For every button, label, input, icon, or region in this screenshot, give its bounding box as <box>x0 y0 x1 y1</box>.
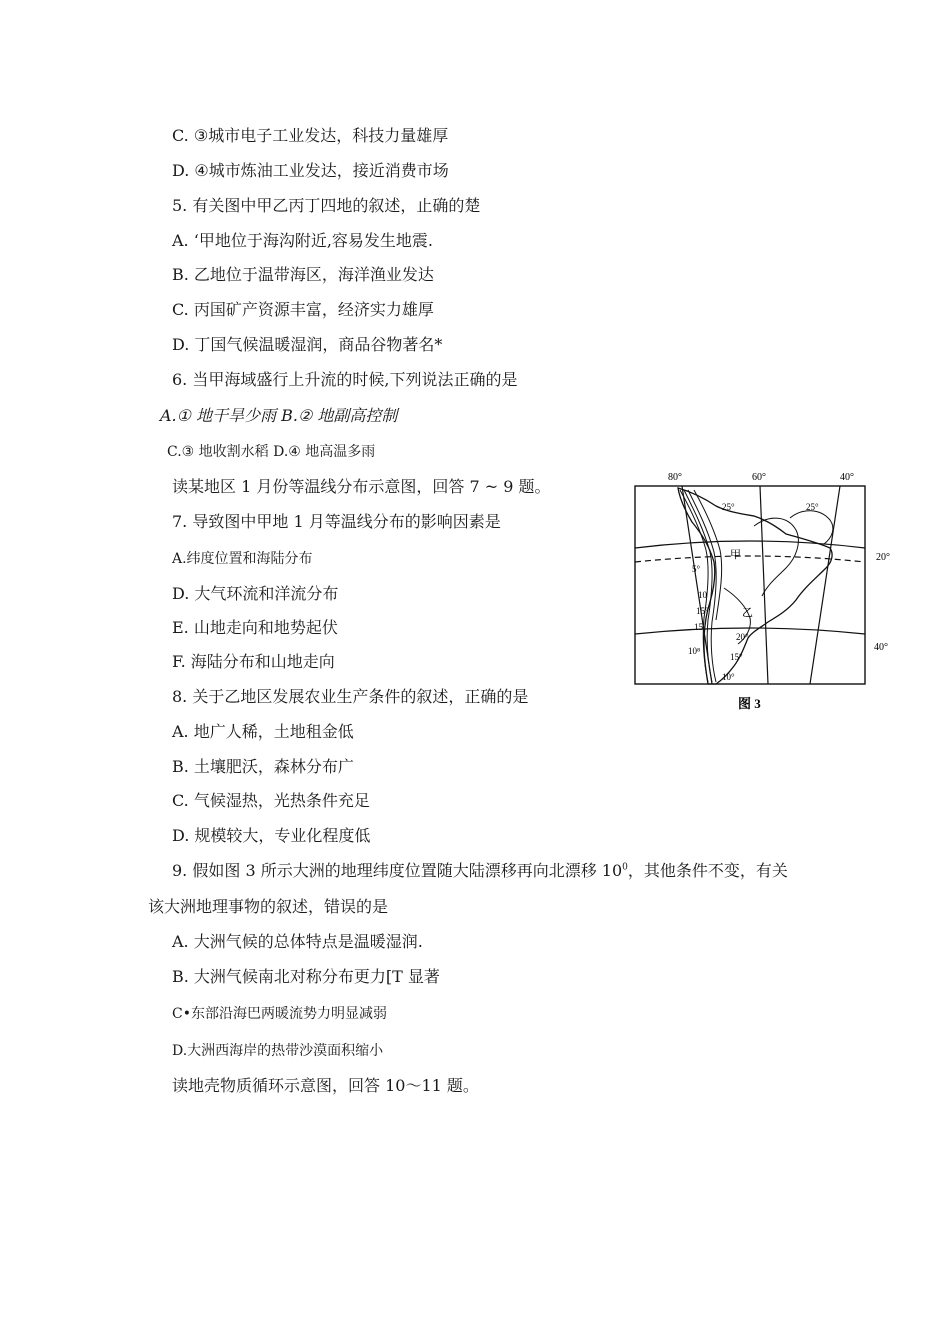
option-7f: F. 海陆分布和山地走向 <box>172 652 335 671</box>
lon-label-40: 40° <box>840 472 854 483</box>
option-7e: E. 山地走向和地势起伏 <box>172 618 338 637</box>
isotherm-label-20: 20° <box>736 632 749 642</box>
option-8a: A. 地广人稀，土地租金低 <box>172 722 354 741</box>
option-8d: D. 规模较大，专业化程度低 <box>172 826 371 845</box>
option-9d: D.大洲西海岸的热带沙漠面积缩小 <box>172 1043 384 1059</box>
question-5: 5. 有关图中甲乙丙丁四地的叙述，止确的楚 <box>172 196 481 215</box>
isotherm-label-25-east: 25° <box>806 502 819 512</box>
question-8: 8. 关于乙地区发展农业生产条件的叙述，正确的是 <box>172 687 529 706</box>
place-label-jia: 甲 <box>730 549 741 561</box>
option-5d: D. 丁国气候温暖湿润，商品谷物著名* <box>172 335 443 354</box>
figure-caption: 图 3 <box>738 696 761 711</box>
lon-label-60: 60° <box>752 472 766 483</box>
options-6ab: A.① 地干旱少雨 B.② 地副高控制 <box>160 406 398 425</box>
isotherm-line-4 <box>694 490 722 620</box>
options-6cd: C.③ 地收割水稻 D.④ 地高温多雨 <box>167 444 376 460</box>
option-4d: D. ④城市炼油工业发达，接近消费市场 <box>172 161 449 180</box>
isotherm-label-10-tip: 10° <box>722 672 735 682</box>
option-9c: C•东部沿海巴两暖流势力明显减弱 <box>172 1006 387 1022</box>
option-4c: C. ③城市电子工业发达，科技力量雄厚 <box>172 126 449 145</box>
isotherm-label-15-lower: 15 <box>694 622 703 632</box>
question-9: 9. 假如图 3 所示大洲的地理纬度位置随大陆漂移再向北漂移 $10^0$，其他条件不变，有关 <box>172 861 788 880</box>
reading-intro-7-9: 读某地区 1 月份等温线分布示意图，回答 7 ~ 9 题。 <box>172 477 551 496</box>
option-9b: B. 大洲气候南北对称分布更力[T 显著 <box>172 967 440 986</box>
isotherm-label-25-west: 25° <box>722 502 735 512</box>
option-8b: B. 土壤肥沃，森林分布广 <box>172 757 354 776</box>
isotherm-east-25 <box>790 511 833 544</box>
figure-3-isotherm-map <box>620 468 910 718</box>
option-7a: A.纬度位置和海陆分布 <box>172 551 313 567</box>
option-5b: B. 乙地位于温带海区，海洋渔业发达 <box>172 265 434 284</box>
isotherm-interior-25 <box>754 518 798 596</box>
longitude-line-60 <box>760 486 768 684</box>
option-9a: A. 大洲气候的总体特点是温暖湿润. <box>172 932 423 951</box>
isotherm-label-5: 5° <box>692 564 701 574</box>
option-8c: C. 气候湿热，光热条件充足 <box>172 791 370 810</box>
question-9-continued: 该大洲地理事物的叙述，错误的是 <box>148 897 389 916</box>
option-7d: D. 大气环流和洋流分布 <box>172 584 339 603</box>
lon-label-80: 80° <box>668 472 682 483</box>
option-5a: A. ‘甲地位于海沟附近,容易发生地震. <box>172 231 433 250</box>
isotherm-label-10-south: 10⁸ <box>688 646 701 656</box>
superscript-zero: 0 <box>622 862 628 873</box>
question-6: 6. 当甲海域盛行上升流的时候,下列说法正确的是 <box>172 370 518 389</box>
isotherm-label-15-south: 15° <box>730 652 743 662</box>
isotherm-label-15-upper: 15° <box>696 606 709 616</box>
latitude-line-40 <box>635 628 865 634</box>
lat-label-40: 40° <box>874 642 888 653</box>
question-7: 7. 导致图中甲地 1 月等温线分布的影响因素是 <box>172 512 501 531</box>
place-label-yi: 乙 <box>742 607 753 619</box>
reading-intro-10-11: 读地壳物质循环示意图，回答 10〜11 题。 <box>172 1076 479 1095</box>
isotherm-label-10: 10 <box>698 590 707 600</box>
lat-label-20: 20° <box>876 552 890 563</box>
option-5c: C. 丙国矿产资源丰富，经济实力雄厚 <box>172 300 434 319</box>
